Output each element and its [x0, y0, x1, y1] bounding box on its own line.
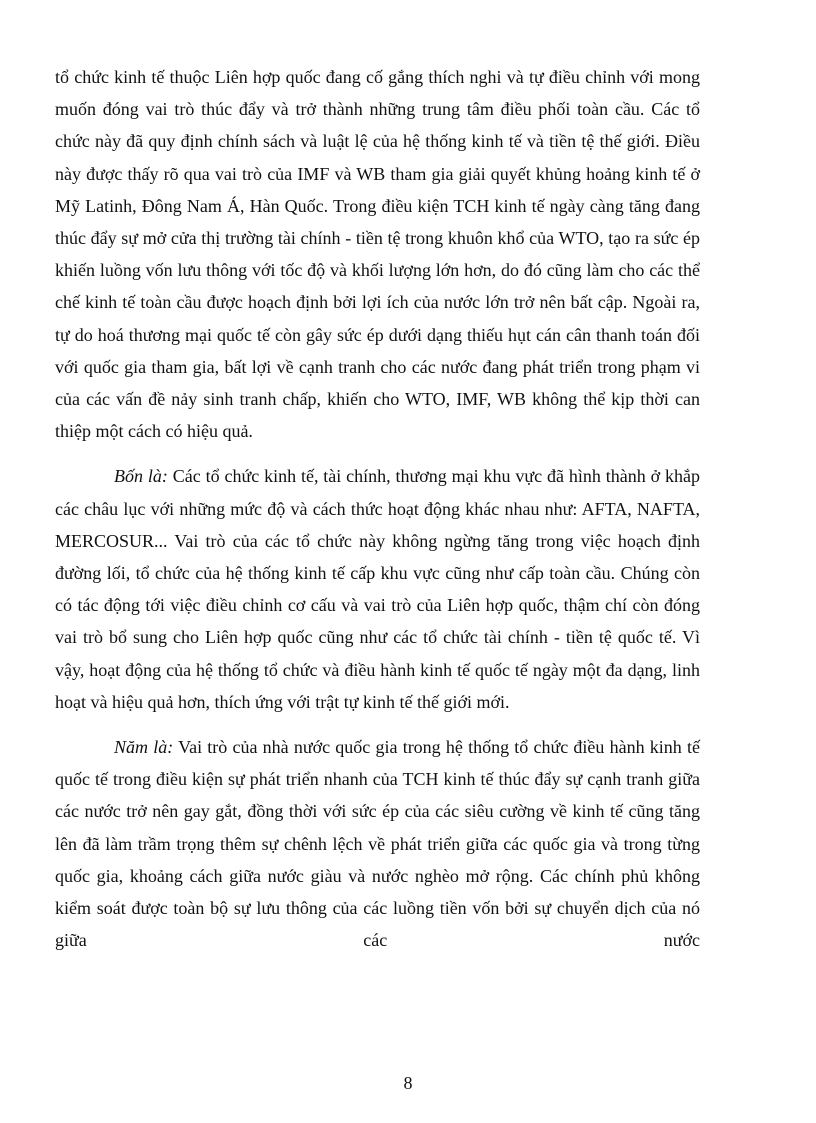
page-number: 8 — [403, 1073, 413, 1093]
paragraph-1 — [55, 61, 700, 447]
paragraph-3-text: Vai trò của nhà nước quốc gia trong hệ thống tổ chức điều hành kinh tế quốc tế trong điều kiện sự phát triển nhanh của TCH kinh tế thúc đẩy sự cạnh tranh giữa các nước trở nên gay gắt, đồng thời với sức ép của các siêu cường về kinh tế cũng tăng lên đã làm trầm trọng thêm sự chênh lệch về phát triển giữa các quốc gia và trong từng quốc gia, khoảng cách giữa nước giàu và nước nghèo mở rộng. Các chính phủ không kiểm soát được toàn bộ sự lưu thông của các luồng tiền vốn bởi sự chuyển dịch của nó giữa các nước — [55, 737, 700, 951]
paragraph-2 — [55, 460, 700, 718]
document-page — [55, 61, 700, 956]
paragraph-3 — [55, 731, 700, 956]
paragraph-2-lead: Bốn là: — [114, 466, 168, 487]
paragraph-3-lead: Năm là: — [114, 737, 174, 758]
paragraph-1-text: tổ chức kinh tế thuộc Liên hợp quốc đang cố gắng thích nghi và tự điều chỉnh với mong muốn đóng vai trò thúc đẩy và trở thành những trung tâm điều phối toàn cầu. Các tổ chức này đã quy định chính sách và luật lệ của hệ thống kinh tế và tiền tệ thế giới. Điều này được thấy rõ qua vai trò của IMF và WB tham gia giải quyết khủng hoảng kinh tế ở Mỹ Latinh, Đông Nam Á, Hàn Quốc. Trong điều kiện TCH kinh tế ngày càng tăng đang thúc đẩy sự mở cửa thị trường tài chính - tiền tệ trong khuôn khổ của WTO, tạo ra sức ép khiến luồng vốn lưu thông với tốc độ và khối lượng lớn hơn, do đó cũng làm cho các thể chế kinh tế toàn cầu được hoạch định bởi lợi ích của nước lớn trở nên bất cập. Ngoài ra, tự do hoá thương mại quốc tế còn gây sức ép dưới dạng thiếu hụt cán cân thanh toán đối với quốc gia tham gia, bất lợi về cạnh tranh cho các nước đang phát triển trong phạm vi của các vấn đề nảy sinh tranh chấp, khiến cho WTO, IMF, WB không thể kịp thời can thiệp một cách có hiệu quả. — [55, 67, 700, 442]
paragraph-2-text: Các tổ chức kinh tế, tài chính, thương mại khu vực đã hình thành ở khắp các châu lục với những mức độ và cách thức hoạt động khác nhau như: AFTA, NAFTA, MERCOSUR... Vai trò của các tổ chức này không ngừng tăng trong việc hoạch định đường lối, tổ chức của hệ thống kinh tế cấp khu vực cũng như cấp toàn cầu. Chúng còn có tác động tới việc điều chỉnh cơ cấu và vai trò của Liên hợp quốc, thậm chí còn đóng vai trò bổ sung cho Liên hợp quốc cũng như các tổ chức tài chính - tiền tệ quốc tế. Vì vậy, hoạt động của hệ thống tổ chức và điều hành kinh tế quốc tế ngày một đa dạng, linh hoạt và hiệu quả hơn, thích ứng với trật tự kinh tế thế giới mới. — [55, 466, 700, 712]
